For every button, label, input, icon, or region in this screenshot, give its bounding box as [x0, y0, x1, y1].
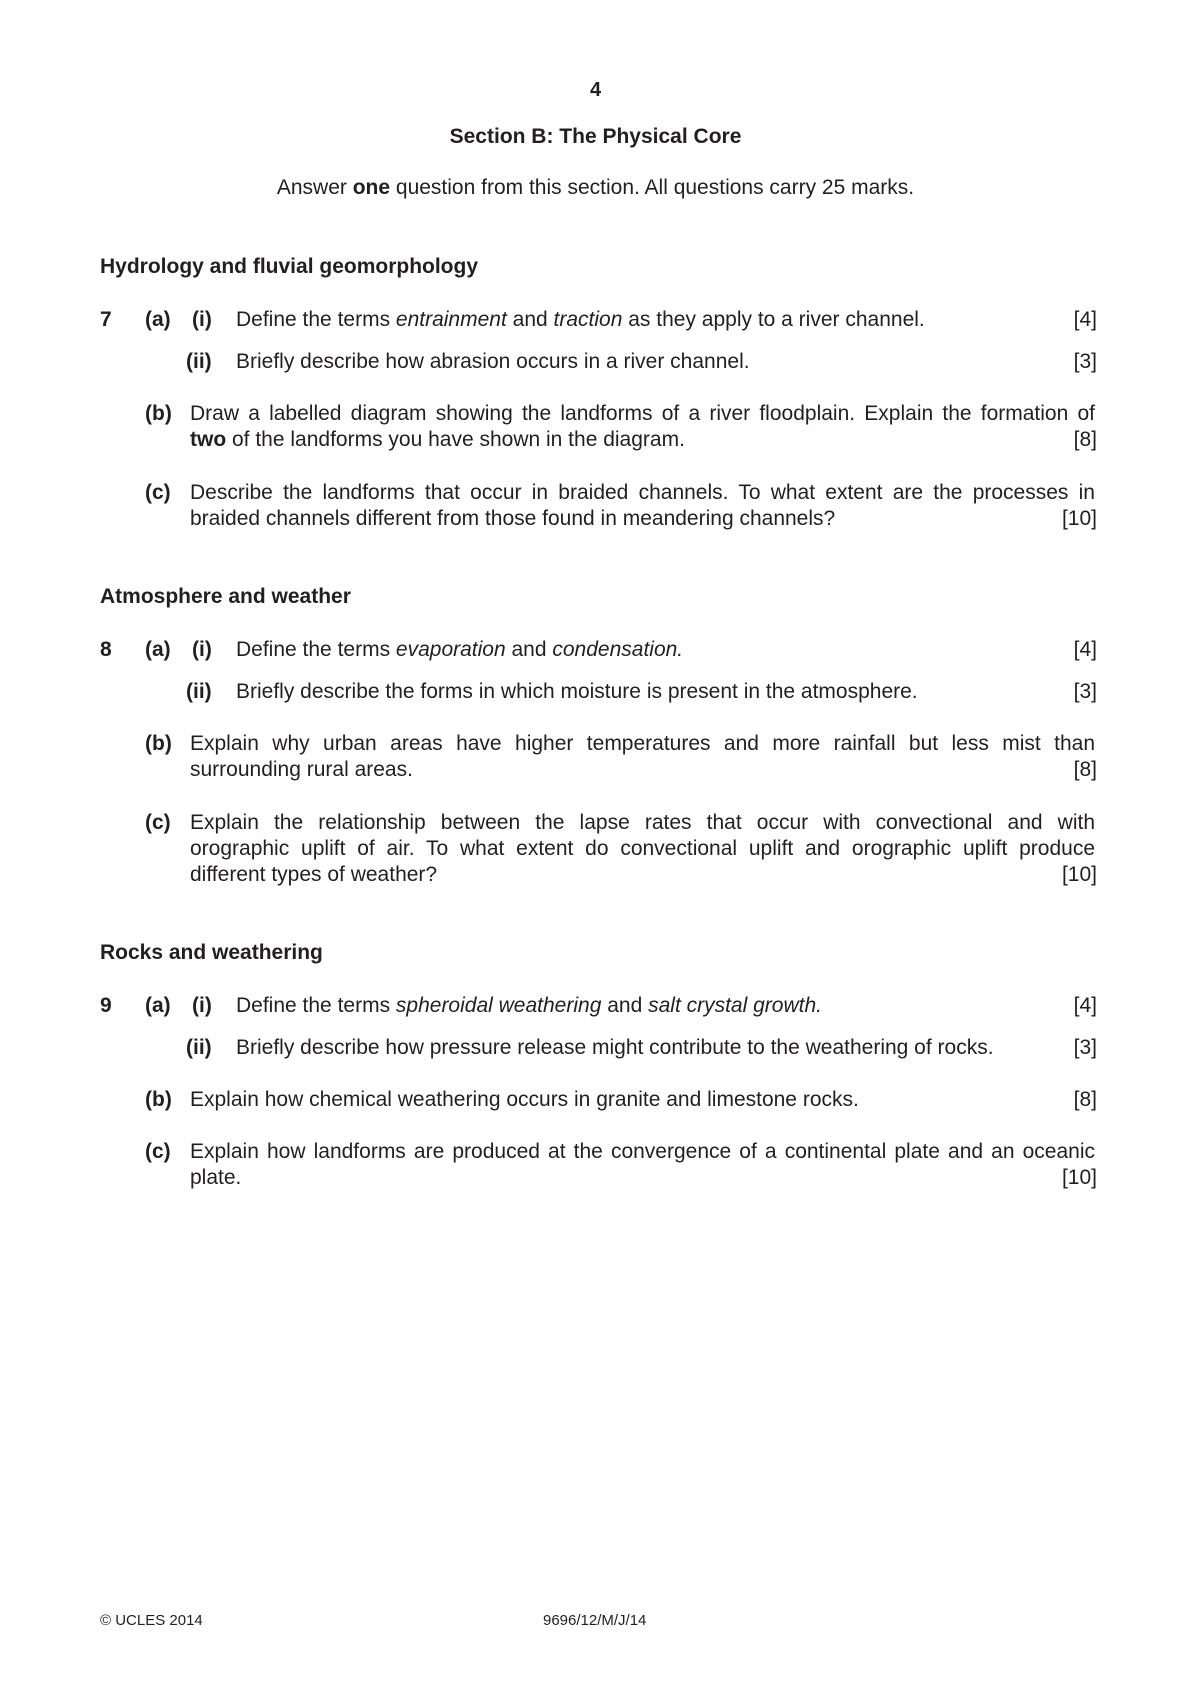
marks-label: [8] — [1073, 1088, 1097, 1111]
part-c-text-line1: Describe the landforms that occur in braided channels. To what extent are the processes in — [190, 481, 1095, 504]
footer-paper-code: 9696/12/M/J/14 — [543, 1612, 647, 1629]
text-segment: Define the terms — [236, 308, 396, 331]
part-c-text-line1: Explain how landforms are produced at the convergence of a continental plate and an oceanic — [190, 1140, 1095, 1163]
part-a-label: (a) — [145, 994, 171, 1017]
part-c-text-line1: Explain the relationship between the lapse rates that occur with convectional and with — [190, 811, 1095, 834]
part-b-text-line1: Explain how chemical weathering occurs in granite and limestone rocks. — [190, 1088, 859, 1111]
topic-heading: Rocks and weathering — [100, 941, 323, 964]
topic-heading: Atmosphere and weather — [100, 585, 351, 608]
part-b-text-line1: Explain why urban areas have higher temperatures and more rainfall but less mist than — [190, 732, 1095, 755]
part-c-label: (c) — [145, 481, 171, 504]
part-a-label: (a) — [145, 308, 171, 331]
term-italic: spheroidal weathering — [395, 994, 602, 1017]
subpart-ii-text: Briefly describe how pressure release might contribute to the weathering of rocks. — [236, 1036, 994, 1059]
marks-label: [3] — [1073, 680, 1097, 703]
bold-word: two — [190, 428, 227, 451]
part-b-label: (b) — [145, 1088, 172, 1111]
section-instructions — [0, 175, 1191, 201]
marks-label: [10] — [1061, 1166, 1097, 1189]
subpart-i-label: (i) — [192, 308, 212, 331]
term-italic: traction — [553, 308, 623, 331]
text-segment: and — [506, 308, 554, 331]
marks-label: [10] — [1061, 863, 1097, 886]
part-c-text-line2: plate. — [190, 1166, 242, 1189]
marks-label: [3] — [1073, 1036, 1097, 1059]
part-b-text-line1: Draw a labelled diagram showing the landforms of a river floodplain. Explain the formation of — [190, 402, 1095, 425]
text-segment: Define the terms — [236, 994, 396, 1017]
part-c-label: (c) — [145, 811, 171, 834]
question-number: 8 — [100, 638, 112, 661]
subpart-i-text — [236, 993, 1036, 1019]
part-b-label: (b) — [145, 732, 172, 755]
subpart-i-label: (i) — [192, 994, 212, 1017]
term-italic: evaporation — [395, 638, 506, 661]
text-segment: and — [601, 994, 649, 1017]
subpart-i-label: (i) — [192, 638, 212, 661]
part-b-text-line2: surrounding rural areas. — [190, 758, 413, 781]
term-italic: condensation. — [552, 638, 684, 661]
topic-heading: Hydrology and fluvial geomorphology — [100, 255, 479, 278]
marks-label: [3] — [1073, 350, 1097, 373]
text-segment: as they apply to a river channel. — [622, 308, 925, 331]
part-b-text-line2 — [190, 427, 1095, 453]
part-c-label: (c) — [145, 1140, 171, 1163]
instructions-bold-word: one — [352, 176, 391, 199]
subpart-ii-label: (ii) — [186, 680, 212, 703]
subpart-ii-label: (ii) — [186, 350, 212, 373]
term-italic: entrainment — [395, 308, 507, 331]
subpart-i-text — [236, 637, 1036, 663]
text-segment: Define the terms — [236, 638, 396, 661]
marks-label: [8] — [1073, 428, 1097, 451]
subpart-ii-text: Briefly describe how abrasion occurs in a river channel. — [236, 350, 750, 373]
footer-copyright: © UCLES 2014 — [100, 1612, 203, 1629]
question-number: 7 — [100, 308, 112, 331]
marks-label: [8] — [1073, 758, 1097, 781]
section-title: Section B: The Physical Core — [449, 125, 742, 148]
part-c-text-line3: different types of weather? — [190, 863, 438, 886]
text-segment: of the landforms you have shown in the diagram. — [226, 428, 685, 451]
question-number: 9 — [100, 994, 112, 1017]
instructions-text-start: Answer — [276, 176, 353, 199]
subpart-i-text — [236, 307, 1036, 333]
part-b-label: (b) — [145, 402, 172, 425]
term-italic: salt crystal growth. — [648, 994, 822, 1017]
marks-label: [4] — [1073, 638, 1097, 661]
part-c-text-line2: braided channels different from those found in meandering channels? — [190, 507, 836, 530]
instructions-text-end: question from this section. All questions carry 25 marks. — [390, 176, 915, 199]
part-a-label: (a) — [145, 638, 171, 661]
part-c-text-line2: orographic uplift of air. To what extent do convectional uplift and orographic uplift produce — [190, 837, 1095, 860]
subpart-ii-text: Briefly describe the forms in which moisture is present in the atmosphere. — [236, 680, 918, 703]
text-segment: and — [505, 638, 553, 661]
marks-label: [4] — [1073, 308, 1097, 331]
marks-label: [4] — [1073, 994, 1097, 1017]
subpart-ii-label: (ii) — [186, 1036, 212, 1059]
page-number: 4 — [589, 79, 602, 101]
marks-label: [10] — [1061, 507, 1097, 530]
